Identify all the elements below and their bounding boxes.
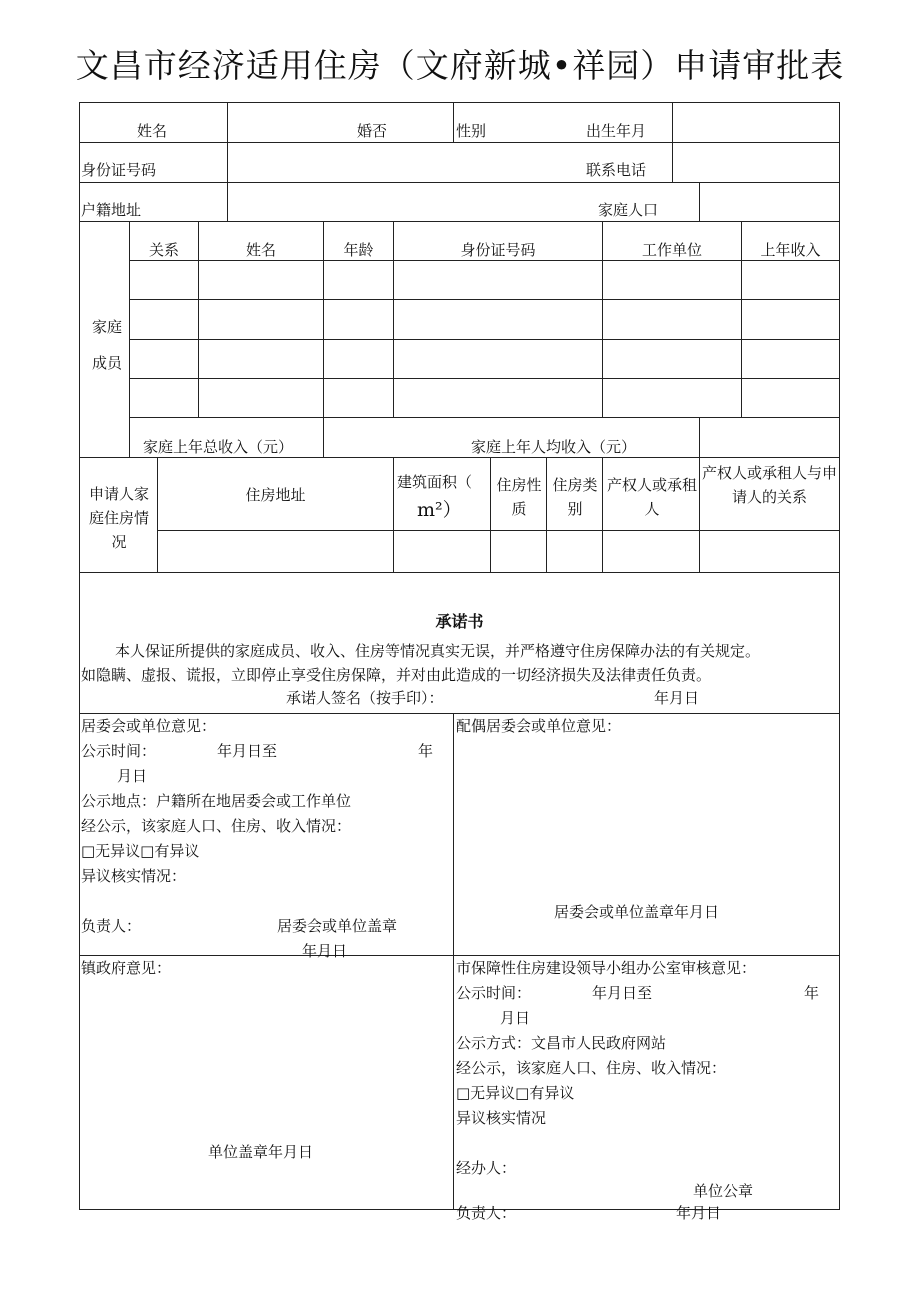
spouse-committee-title: 配偶居委会或单位意见： xyxy=(456,717,622,735)
building-area-text: 建筑面积（ xyxy=(397,473,473,491)
grid-line xyxy=(129,378,840,379)
household-size-label: 家庭人口 xyxy=(598,201,659,219)
committee-verify-label: 异议核实情况： xyxy=(81,867,187,885)
hukou-address-label: 户籍地址 xyxy=(81,201,142,219)
city-office-period-to-year: 年 xyxy=(804,984,820,1002)
pledge-text-line2: 如隐瞒、虚报、谎报，立即停止享受住房保障，并对由此造成的一切经济损失及法律责任负责。 xyxy=(81,666,712,684)
city-office-seal-label: 单位公章 xyxy=(693,1182,754,1200)
marital-status-label: 婚否 xyxy=(357,122,388,140)
grid-line xyxy=(79,572,840,573)
family-header-name: 姓名 xyxy=(245,241,276,259)
grid-line xyxy=(490,457,491,572)
building-area-label xyxy=(397,468,489,525)
grid-line xyxy=(79,102,80,1210)
grid-line xyxy=(393,457,394,572)
city-office-verify-label: 异议核实情况 xyxy=(456,1109,547,1127)
committee-objection-options: □无异议□有异议 xyxy=(81,842,200,860)
city-office-result-intro: 经公示，该家庭人口、住房、收入情况： xyxy=(456,1059,727,1077)
committee-seal-label: 居委会或单位盖章 xyxy=(277,917,398,935)
housing-type-label: 住房类别 xyxy=(552,476,598,518)
grid-line xyxy=(129,260,840,261)
town-government-title: 镇政府意见： xyxy=(81,959,172,977)
housing-nature-label: 住房性质 xyxy=(496,476,542,518)
committee-person-label: 负责人： xyxy=(81,917,142,935)
grid-line xyxy=(602,457,603,572)
family-header-relation: 关系 xyxy=(148,241,179,259)
grid-line xyxy=(672,102,673,182)
gender-label: 性别 xyxy=(456,122,487,140)
grid-line xyxy=(79,102,840,103)
grid-line xyxy=(79,221,840,222)
grid-line xyxy=(79,182,840,183)
building-area-unit: m²） xyxy=(417,499,462,521)
per-capita-income-label: 家庭上年人均收入（元） xyxy=(471,438,637,456)
page-title: 文昌市经济适用住房（文府新城•祥园）申请审批表 xyxy=(75,46,845,85)
city-office-period-from: 年月日至 xyxy=(592,984,653,1002)
committee-period-label: 公示时间： xyxy=(81,742,157,760)
spouse-committee-seal: 居委会或单位盖章年月日 xyxy=(554,903,720,921)
city-office-period-to-md: 月日 xyxy=(500,1009,531,1027)
family-header-id: 身份证号码 xyxy=(460,241,536,259)
committee-period-from: 年月日至 xyxy=(217,742,278,760)
grid-line xyxy=(79,142,840,143)
pledge-heading: 承诺书 xyxy=(435,612,484,631)
grid-line xyxy=(129,339,840,340)
city-office-method: 公示方式：文昌市人民政府网站 xyxy=(456,1034,667,1052)
city-office-handler-label: 经办人： xyxy=(456,1159,517,1177)
name-label: 姓名 xyxy=(137,122,168,140)
grid-line xyxy=(227,102,228,222)
pledge-date-label: 年月日 xyxy=(654,689,700,707)
phone-label: 联系电话 xyxy=(586,161,647,179)
family-section-label-line2: 成员 xyxy=(92,354,123,372)
committee-publicity-place: 公示地点：户籍所在地居委会或工作单位 xyxy=(81,792,352,810)
owner-tenant-label: 产权人或承租人 xyxy=(606,476,697,518)
grid-line xyxy=(157,530,840,531)
total-income-label: 家庭上年总收入（元） xyxy=(143,438,294,456)
grid-line xyxy=(157,457,158,572)
housing-section-label: 申请人家庭住房情况 xyxy=(88,485,149,551)
family-header-age: 年龄 xyxy=(343,241,374,259)
pledge-sign-label: 承诺人签名（按手印）： xyxy=(286,689,444,707)
grid-line xyxy=(699,417,700,457)
birth-date-label: 出生年月 xyxy=(586,122,647,140)
committee-period-to-md: 月日 xyxy=(117,767,148,785)
city-office-objection-options: □无异议□有异议 xyxy=(456,1084,575,1102)
grid-line xyxy=(453,102,454,142)
family-header-income: 上年收入 xyxy=(760,241,821,259)
grid-line xyxy=(546,457,547,572)
owner-relation-label: 产权人或承租人与申请人的关系 xyxy=(701,464,837,506)
family-header-employer: 工作单位 xyxy=(641,241,702,259)
committee-period-to-year: 年 xyxy=(418,742,434,760)
city-office-period-label: 公示时间： xyxy=(456,984,532,1002)
committee-seal-date: 年月日 xyxy=(302,942,348,960)
family-section-label-line1: 家庭 xyxy=(92,318,123,336)
city-office-opinion-box xyxy=(454,956,839,1222)
committee-result-intro: 经公示，该家庭人口、住房、收入情况： xyxy=(81,817,352,835)
city-office-date-label: 年月日 xyxy=(676,1204,722,1222)
grid-line xyxy=(129,299,840,300)
grid-line xyxy=(129,417,840,418)
id-number-label: 身份证号码 xyxy=(81,161,157,179)
pledge-text-line1: 本人保证所提供的家庭成员、收入、住房等情况真实无误，并严格遵守住房保障办法的有关规定。 xyxy=(115,642,761,660)
city-office-person-label: 负责人： xyxy=(456,1204,517,1222)
grid-line xyxy=(839,102,840,1210)
housing-address-label: 住房地址 xyxy=(245,486,306,504)
committee-opinion-box xyxy=(80,714,452,960)
committee-opinion-title: 居委会或单位意见： xyxy=(81,717,217,735)
city-office-title: 市保障性住房建设领导小组办公室审核意见： xyxy=(456,959,757,977)
grid-line xyxy=(79,457,840,458)
grid-line xyxy=(699,182,700,222)
town-government-seal: 单位盖章年月日 xyxy=(208,1143,314,1161)
